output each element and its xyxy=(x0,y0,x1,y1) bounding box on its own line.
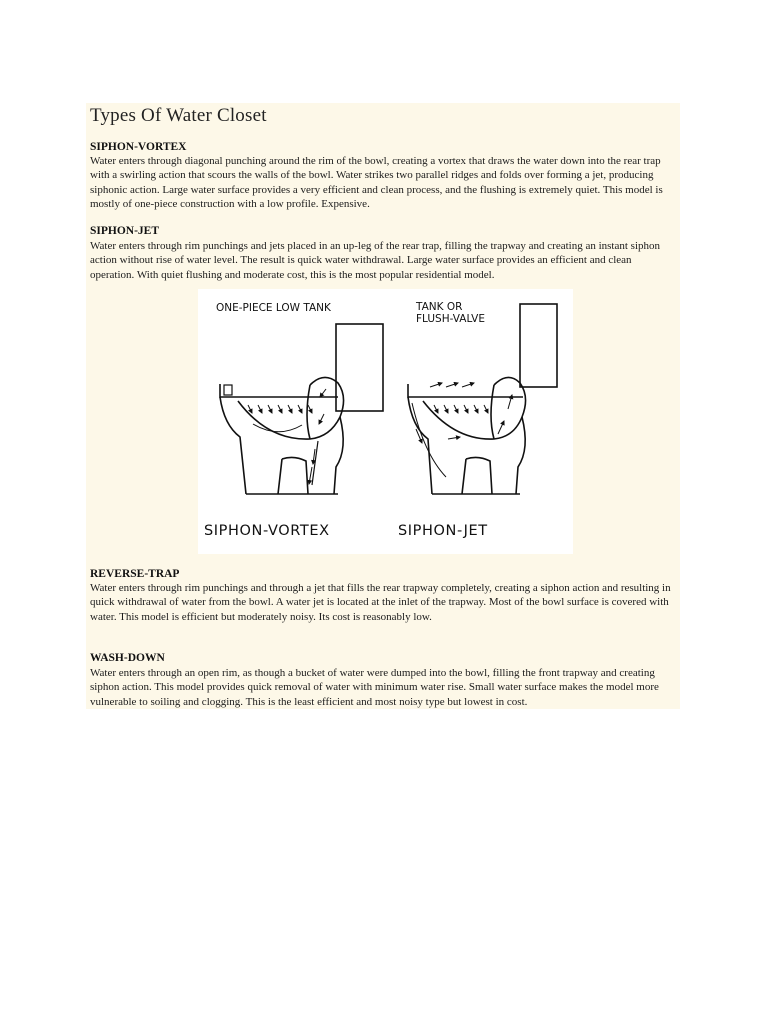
section-heading-reverse-trap: REVERSE-TRAP xyxy=(90,568,180,580)
section-heading-wash-down: WASH-DOWN xyxy=(90,652,165,664)
page-title: Types Of Water Closet xyxy=(90,105,267,126)
section-body-siphon-vortex: Water enters through diagonal punching around the rim of the bowl, creating a vortex that draws the water down into the rear trap with a swirling action that scours the walls of the bowl. Water strikes two parallel ridges and folds over forming a jet, producing siphonic action. Large water surface provides a very efficient and clean process, and the flushing is extremely quiet. This model is mostly of one-piece construction with a low profile. Expensive. xyxy=(90,155,663,210)
siphon-jet-toilet-drawing xyxy=(408,304,557,494)
diagram-label-one-piece-low-tank: ONE-PIECE LOW TANK xyxy=(216,302,331,314)
article-panel xyxy=(86,103,680,709)
diagram-caption-siphon-jet: SIPHON-JET xyxy=(398,523,488,539)
section-heading-siphon-jet: SIPHON-JET xyxy=(90,225,160,237)
diagram-label-flush-valve: FLUSH-VALVE xyxy=(416,313,485,325)
water-closet-diagram xyxy=(198,289,573,554)
section-body-wash-down: Water enters through an open rim, as though a bucket of water were dumped into the bowl, filling the front trapway and creating siphon action. This model provides quick removal of water with minimum water rise. Small water surface makes the model more vulnerable to soiling and clogging. This is the least efficient and most noisy type but lowest in cost. xyxy=(90,667,659,708)
toilet-cross-section-illustration xyxy=(198,289,573,554)
diagram-label-tank-or: TANK OR xyxy=(416,301,463,313)
section-body-siphon-jet: Water enters through rim punchings and jets placed in an up-leg of the rear trap, filling the trapway and creating an instant siphon action without rise of water level. The result is quick water withdrawal. Large water surface provides an efficient and clean operation. With quiet flushing and moderate cost, this is the most popular residential model. xyxy=(90,240,661,281)
siphon-vortex-toilet-drawing xyxy=(220,324,383,494)
diagram-caption-siphon-vortex: SIPHON-VORTEX xyxy=(204,523,330,539)
section-body-reverse-trap: Water enters through rim punchings and through a jet that fills the rear trapway completely, creating a siphon action and resulting in quick withdrawal of water from the bowl. A water jet is located at the inlet of the trapway. Most of the bowl surface is covered with water. This model is efficient but moderately noisy. Its cost is reasonably low. xyxy=(90,582,671,623)
section-heading-siphon-vortex: SIPHON-VORTEX xyxy=(90,141,187,153)
